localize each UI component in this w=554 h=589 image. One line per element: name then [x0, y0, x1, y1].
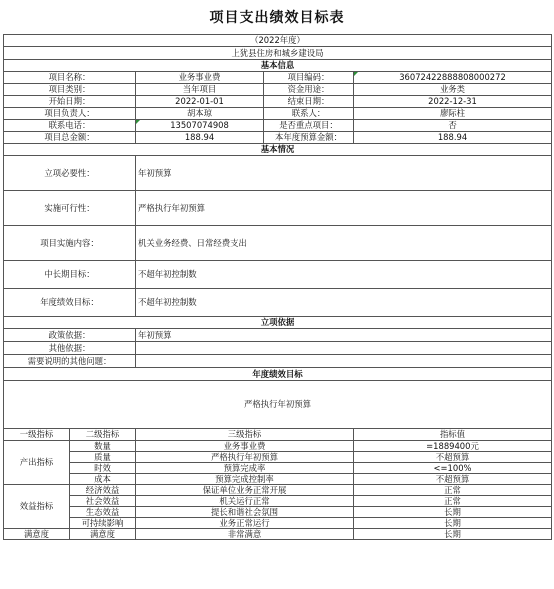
value-cell[interactable]: 不超预算	[354, 452, 552, 463]
label-cell: 其他依据：	[4, 342, 136, 355]
key-project-value[interactable]: 否	[354, 120, 552, 132]
header-l1: 一级指标	[4, 429, 70, 441]
l3-cell[interactable]: 保证单位业务正常开展	[136, 485, 354, 496]
phone-value[interactable]: 13507074908	[136, 120, 264, 132]
annual-goal-value[interactable]: 不超年初控制数	[136, 289, 552, 317]
label-cell: 联系电话：	[4, 120, 136, 132]
l3-cell[interactable]: 非常满意	[136, 529, 354, 540]
table-row	[4, 226, 552, 261]
department-cell: 上犹县住房和城乡建设局	[4, 47, 552, 60]
mid-long-target-value[interactable]: 不超年初控制数	[136, 261, 552, 289]
label-cell: 项目负责人：	[4, 108, 136, 120]
project-name-value[interactable]: 业务事业费	[136, 72, 264, 84]
end-date-value[interactable]: 2022-12-31	[354, 96, 552, 108]
table-row	[4, 342, 552, 355]
l2-cell: 质量	[70, 452, 136, 463]
l1-benefit: 效益指标	[4, 485, 70, 529]
table-row	[4, 529, 552, 540]
annual-target-text[interactable]: 严格执行年初预算	[4, 381, 552, 429]
table-row	[4, 452, 552, 463]
l3-cell[interactable]: 业务正常运行	[136, 518, 354, 529]
label-cell: 年度绩效目标：	[4, 289, 136, 317]
label-cell: 需要说明的其他问题：	[4, 355, 136, 368]
section-basic-situation: 基本情况	[4, 144, 552, 156]
table-row	[4, 84, 552, 96]
other-basis-value[interactable]	[136, 342, 552, 355]
l2-cell: 满意度	[70, 529, 136, 540]
section-annual-target: 年度绩效目标	[4, 368, 552, 381]
l3-cell[interactable]: 提长和谐社会氛围	[136, 507, 354, 518]
table-row	[4, 329, 552, 342]
section-basis: 立项依据	[4, 317, 552, 329]
l3-cell[interactable]: 预算完成控制率	[136, 474, 354, 485]
table-row	[4, 496, 552, 507]
content-value[interactable]: 机关业务经费、日常经费支出	[136, 226, 552, 261]
label-cell: 本年度预算金额：	[264, 132, 354, 144]
l1-satisfaction: 满意度	[4, 529, 70, 540]
l2-cell: 数量	[70, 441, 136, 452]
value-cell[interactable]: 长期	[354, 518, 552, 529]
table-row	[4, 96, 552, 108]
label-cell: 项目实施内容：	[4, 226, 136, 261]
label-cell: 立项必要性：	[4, 156, 136, 191]
header-value: 指标值	[354, 429, 552, 441]
table-row	[4, 120, 552, 132]
header-l3: 三级指标	[136, 429, 354, 441]
l2-cell: 可持续影响	[70, 518, 136, 529]
budget-amount-value[interactable]: 188.94	[354, 132, 552, 144]
project-type-value[interactable]: 当年项目	[136, 84, 264, 96]
value-cell[interactable]: 长期	[354, 529, 552, 540]
label-cell: 中长期目标：	[4, 261, 136, 289]
value-cell[interactable]: 正常	[354, 496, 552, 507]
label-cell: 结束日期：	[264, 96, 354, 108]
value-cell[interactable]: 长期	[354, 507, 552, 518]
contact-value[interactable]: 廖际柱	[354, 108, 552, 120]
label-cell: 实施可行性：	[4, 191, 136, 226]
table-row	[4, 355, 552, 368]
notes-value[interactable]	[136, 355, 552, 368]
label-cell: 资金用途：	[264, 84, 354, 96]
label-cell: 是否重点项目：	[264, 120, 354, 132]
l2-cell: 成本	[70, 474, 136, 485]
year-cell: （2022年度）	[4, 35, 552, 47]
table-row	[4, 156, 552, 191]
table-row	[4, 474, 552, 485]
value-cell[interactable]: <=100%	[354, 463, 552, 474]
policy-basis-value[interactable]: 年初预算	[136, 329, 552, 342]
label-cell: 项目名称：	[4, 72, 136, 84]
table-row	[4, 108, 552, 120]
label-cell: 项目总金额：	[4, 132, 136, 144]
fund-use-value[interactable]: 业务类	[354, 84, 552, 96]
header-l2: 二级指标	[70, 429, 136, 441]
table-row	[4, 518, 552, 529]
performance-target-table	[3, 34, 551, 540]
necessity-value[interactable]: 年初预算	[136, 156, 552, 191]
start-date-value[interactable]: 2022-01-01	[136, 96, 264, 108]
indicator-header-row	[4, 429, 552, 441]
table-row	[4, 191, 552, 226]
table-row	[4, 132, 552, 144]
l3-cell[interactable]: 严格执行年初预算	[136, 452, 354, 463]
page-title: 项目支出绩效目标表	[209, 10, 345, 26]
table-row	[4, 485, 552, 496]
l2-cell: 时效	[70, 463, 136, 474]
value-cell[interactable]: 不超预算	[354, 474, 552, 485]
feasibility-value[interactable]: 严格执行年初预算	[136, 191, 552, 226]
value-cell[interactable]: 正常	[354, 485, 552, 496]
l3-cell[interactable]: 业务事业费	[136, 441, 354, 452]
section-basic-info: 基本信息	[4, 60, 552, 72]
table-row	[4, 463, 552, 474]
total-amount-value[interactable]: 188.94	[136, 132, 264, 144]
label-cell: 项目编码：	[264, 72, 354, 84]
table-row	[4, 261, 552, 289]
project-code-value[interactable]: 36072422888808000272	[354, 72, 552, 84]
label-cell: 政策依据：	[4, 329, 136, 342]
l2-cell: 生态效益	[70, 507, 136, 518]
label-cell: 开始日期：	[4, 96, 136, 108]
value-cell[interactable]: =1889400元	[354, 441, 552, 452]
table-row	[4, 441, 552, 452]
l1-output: 产出指标	[4, 441, 70, 485]
l2-cell: 经济效益	[70, 485, 136, 496]
label-cell: 项目类别：	[4, 84, 136, 96]
l3-cell[interactable]: 预算完成率	[136, 463, 354, 474]
l3-cell[interactable]: 机关运行正常	[136, 496, 354, 507]
table-row	[4, 289, 552, 317]
owner-value[interactable]: 胡本琼	[136, 108, 264, 120]
label-cell: 联系人：	[264, 108, 354, 120]
l2-cell: 社会效益	[70, 496, 136, 507]
table-row	[4, 507, 552, 518]
table-row	[4, 72, 552, 84]
